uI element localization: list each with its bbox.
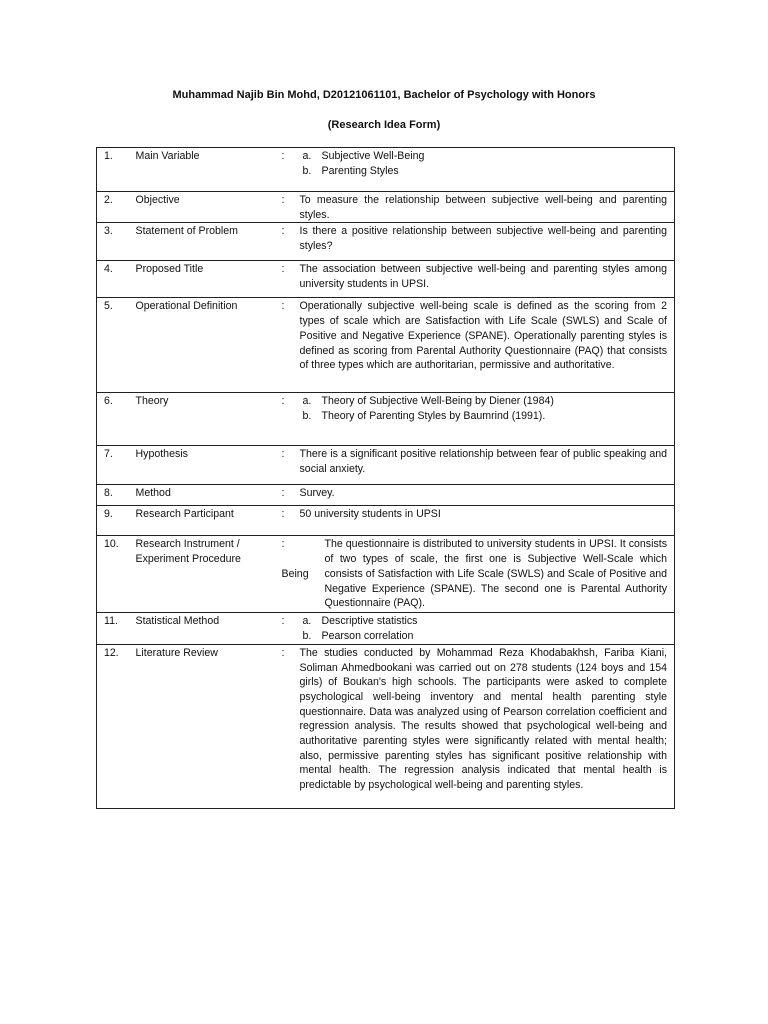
table-row [97,298,675,393]
list-item: b. Parenting Styles [302,164,399,177]
row-label: Research Participant [136,506,279,536]
row-content: Operationally subjective well-being scale is defined as the scoring from 2 types of scale which are Satisfaction with Life Scale (SWLS) and Scale of Positive and Negative Experience (SPANE). Operationally parenting styles is defined as scoring from Parental Authority Questionnaire (PAQ) that consists of three types which are authoritarian, permissive and authoritative. [300,298,675,393]
procedure-text: The questionnaire is distributed to university students in UPSI. It consists of two types of scale, the first one is Subjective Well-Scale which consists of Satisfaction with Life Scale (SWLS) and Scale of Positive and Negative Experience (SPANE). The second one is Parental Authority Questionnaire (PAQ). [324,538,667,610]
row-separator: : [279,223,300,261]
row-label: Hypothesis [136,446,279,485]
research-idea-table [96,147,675,809]
row-content: The association between subjective well-being and parenting styles among university students in UPSI. [300,261,675,298]
row-separator: : [279,298,300,393]
row-number: 6. [97,393,136,446]
list-item: b. Pearson correlation [302,630,414,643]
form-title: (Research Idea Form) [327,119,441,131]
author-line: Muhammad Najib Bin Mohd, D20121061101, Bachelor of Psychology with Honors [172,89,596,101]
row-label: Main Variable [136,148,279,192]
row-separator: : [279,613,300,644]
row-number: 12. [97,644,136,808]
row-separator: : [279,446,300,485]
table-row [97,148,675,192]
table-row [97,536,675,613]
row-label: Theory [136,393,279,446]
stray-text: Being [281,568,309,581]
row-content: There is a significant positive relationship between fear of public speaking and social anxiety. [300,446,675,485]
list-item: a. Subjective Well-Being [302,150,425,162]
table-row [97,613,675,644]
table-row [97,261,675,298]
row-content: Survey. [300,485,675,506]
row-content [281,536,675,613]
row-label: Statistical Method [136,613,279,644]
row-separator: : [279,393,300,446]
row-number: 7. [97,446,136,485]
row-separator: : [279,485,300,506]
table-row [97,485,675,506]
row-number: 4. [97,261,136,298]
row-number: 9. [97,506,136,536]
row-label: Objective [136,192,279,223]
row-content [300,393,675,446]
table-row [97,446,675,485]
row-label: Research Instrument / Experiment Procedure [136,536,279,613]
row-separator: : [279,192,300,223]
row-content: Is there a positive relationship between subjective well-being and parenting styles? [300,223,675,261]
row-label: Literature Review [136,644,279,808]
list-item: a. Theory of Subjective Well-Being by Diener (1984) [302,395,554,408]
table-row [97,644,675,808]
row-number: 10. [97,536,136,613]
table-row [97,393,675,446]
row-content: To measure the relationship between subjective well-being and parenting styles. [300,192,675,223]
row-separator: : [279,536,300,613]
table-row [97,506,675,536]
row-separator: : [279,644,300,808]
row-label: Method [136,485,279,506]
row-content: 50 university students in UPSI [300,506,675,536]
row-separator: : [279,148,300,192]
row-number: 3. [97,223,136,261]
row-separator: : [279,261,300,298]
row-label: Statement of Problem [136,223,279,261]
row-content: The studies conducted by Mohammad Reza Khodabakhsh, Fariba Kiani, Soliman Ahmedbookani was carried out on 278 students (124 boys and 154 girls) of Boukan's high schools. The participants were asked to complete psychological well-being inventory and mental health parenting style questionnaire. Data was analyzed using of Pearson correlation coefficient and regression analysis. The results showed that psychological well-being and authoritative parenting styles were significantly related with mental health; also, permissive parenting styles has significant positive relationship with mental health. The regression analysis indicated that mental health is predictable by psychological well-being and parenting styles. [300,644,675,808]
row-separator: : [279,506,300,536]
row-number: 2. [97,192,136,223]
row-number: 8. [97,485,136,506]
row-label: Operational Definition [136,298,279,393]
row-number: 1. [97,148,136,192]
row-content [300,613,675,644]
list-item: a. Descriptive statistics [302,615,418,628]
row-label: Proposed Title [136,261,279,298]
table-row [97,223,675,261]
list-item: b. Theory of Parenting Styles by Baumrind (1991). [302,410,546,423]
row-content [300,148,675,192]
row-number: 5. [97,298,136,393]
table-row [97,192,675,223]
row-number: 11. [97,613,136,644]
